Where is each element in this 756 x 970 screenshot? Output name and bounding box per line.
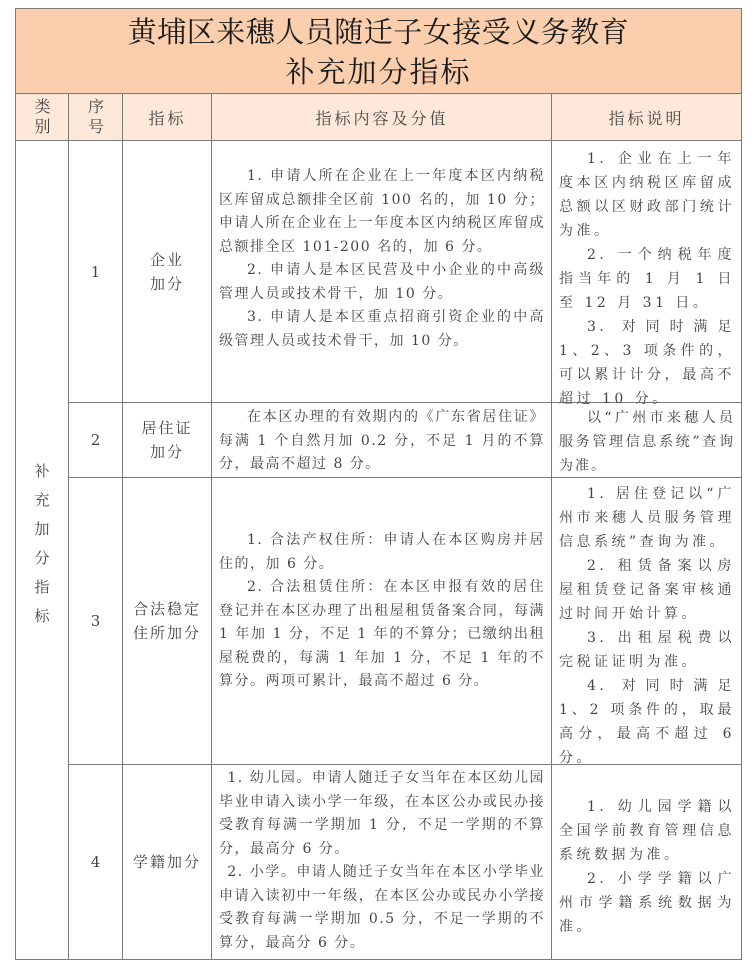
- row3-indicator: [123, 478, 211, 764]
- category-label: 补充加分指标: [32, 463, 51, 637]
- title-band: [16, 9, 741, 94]
- document-title-line2: 补充加分指标: [285, 55, 472, 89]
- row2-indicator-line2: 加分: [149, 443, 184, 461]
- row2-desc-item1: 以“广州市来穗人员服务管理信息系统”查询为准。: [559, 410, 735, 474]
- row1-content-item3: 3. 申请人是本区重点招商引资企业的中高级管理人员或技术骨干，加 10 分。: [219, 309, 545, 349]
- category-cell: [16, 141, 68, 959]
- row3-desc-item3: 3. 出租屋税费以完税证证明为准。: [559, 630, 735, 670]
- header-content: 指标内容及分值: [315, 108, 449, 128]
- row4-content-item1: 1. 幼儿园。申请人随迁子女当年在本区幼儿园毕业申请入读小学一年级，在本区公办或民办接受教育每满一学期加 1 分，不足一学期的不算分，最高分 6 分。: [219, 770, 545, 857]
- header-seq: [69, 94, 123, 140]
- row1-desc-item2: 2. 一个纳税年度指当年的 1 月 1 日至 12 月 31 日。: [559, 247, 735, 311]
- col-divider-4: [551, 94, 552, 960]
- row4-description: [559, 795, 735, 939]
- row1-seq: 1: [90, 262, 101, 281]
- row1-indicator-line1: 企业: [149, 250, 184, 269]
- row3-desc-item1: 1. 居住登记以“广州市来穗人员服务管理信息系统”查询为准。: [559, 486, 735, 550]
- row3-seq: 3: [90, 612, 101, 630]
- header-category-line1: 类: [34, 97, 51, 116]
- row3-desc-item4: 4. 对同时满足 1、2 项条件的，取最高分，最高不超过 6 分。: [559, 678, 735, 766]
- row3-indicator-line2: 住所加分: [132, 624, 201, 642]
- row4-indicator-line1: 学籍加分: [132, 853, 201, 871]
- row3-description: [559, 482, 735, 770]
- row1-indicator: [123, 141, 211, 402]
- row1-desc-item1: 1. 企业在上一年度本区内纳税区库留成总额以区财政部门统计为准。: [559, 151, 735, 239]
- col-divider-3: [211, 94, 212, 960]
- row2-content-item1: 在本区办理的有效期内的《广东省居住证》每满 1 个自然月加 0.2 分，不足 1 月的不算分，最高不超过 8 分。: [219, 409, 545, 472]
- supplementary-points-table: [15, 8, 742, 960]
- header-seq-line1: 序: [87, 97, 104, 116]
- header-category: [16, 94, 69, 140]
- row4-content-item2: 2. 小学。申请人随迁子女当年在本区小学毕业申请入读初中一年级，在本区公办或民办小学接受教育每满一学期加 0.5 分，不足一学期的不算分，最高分 6 分。: [219, 864, 545, 951]
- row4-indicator: [123, 765, 211, 959]
- row4-desc-item1: 1. 幼儿园学籍以全国学前教育管理信息系统数据为准。: [559, 799, 735, 863]
- row3-content-item1: 1. 合法产权住所：申请人在本区购房并居住的，加 6 分。: [219, 532, 545, 572]
- row1-content: [219, 165, 545, 353]
- row1-description: [559, 147, 735, 411]
- row2-content: [219, 406, 545, 477]
- row1-content-item1: 1. 申请人所在企业在上一年度本区内纳税区库留成总额排全区前 100 名的，加 10 分；申请人所在企业在上一年度本区内纳税区库留成总额排全区 101-200 名的，加 6 分。: [219, 168, 545, 255]
- row4-seq: 4: [90, 853, 101, 871]
- row3-indicator-line1: 合法稳定: [132, 600, 201, 618]
- row4-content: [219, 767, 545, 955]
- row1-desc-item3: 3. 对同时满足 1、2、3 项条件的，可以累计计分，最高不超过 10 分。: [559, 319, 735, 407]
- document-title-line1: 黄埔区来穗人员随迁子女接受义务教育: [127, 15, 630, 49]
- header-description: 指标说明: [608, 108, 685, 128]
- header-seq-line2: 号: [87, 117, 104, 136]
- row2-description: [559, 406, 735, 478]
- header-category-line2: 别: [34, 117, 51, 136]
- row1-indicator-line2: 加分: [149, 274, 184, 293]
- row4-desc-item2: 2. 小学学籍以广州市学籍系统数据为准。: [559, 871, 735, 935]
- row3-desc-item2: 2. 租赁备案以房屋租赁登记备案审核通过时间开始计算。: [559, 558, 735, 622]
- row2-indicator-line1: 居住证: [141, 419, 193, 437]
- row2-indicator: [123, 403, 211, 477]
- row1-content-item2: 2. 申请人是本区民营及中小企业的中高级管理人员或技术骨干，加 10 分。: [219, 262, 545, 302]
- row3-content-item2: 2. 合法租赁住所：在本区申报有效的居住登记并在本区办理了出租屋租赁备案合同，每满 1 年加 1 分，不足 1 年的不算分；已缴纳出租屋税费的，每满 1 年加 1 分，不足 1 年的不算分。两项可累计，最高不超过 6 分。: [219, 579, 545, 689]
- table-header-row: [16, 94, 741, 141]
- row2-seq: 2: [90, 431, 101, 449]
- row3-content: [219, 529, 545, 694]
- header-indicator: 指标: [148, 108, 187, 128]
